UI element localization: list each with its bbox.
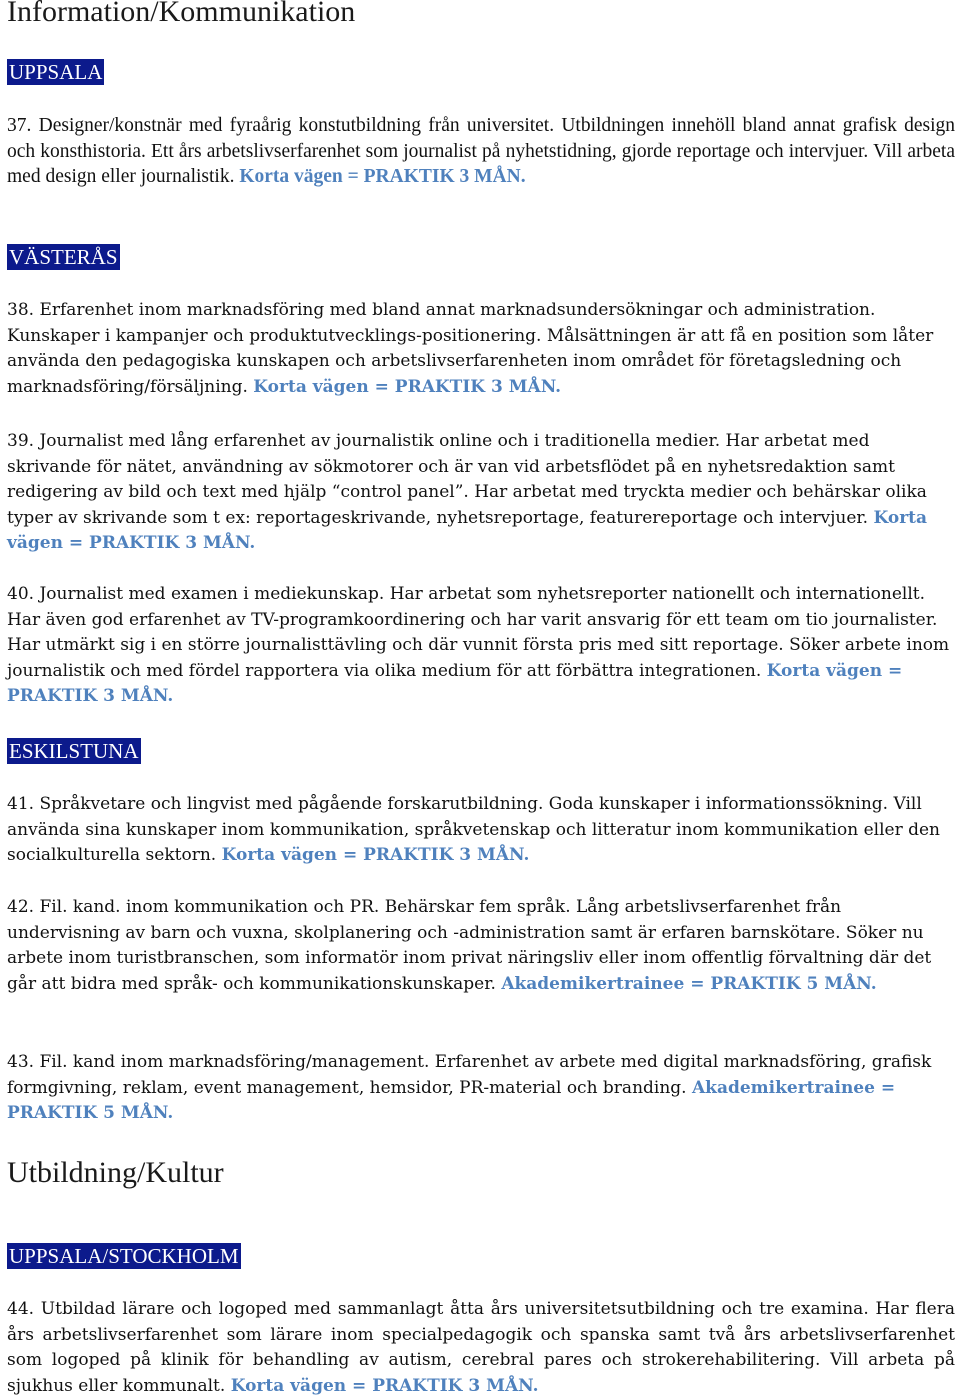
listing-entry — [7, 429, 955, 557]
entry-text: 42. Fil. kand. inom kommunikation och PR. Behärskar fem språk. Lång arbetslivserfarenhet från undervisning av barn och vuxna, skolplanering och -administration samt är erfaren barnskötare. Söker nu arbete inom turistbranschen, som informatör inom privat näringsliv eller inom offentlig förvaltning där det går att bidra med språk- och kommunikationskunskaper. — [7, 897, 932, 994]
entry-highlight: Korta vägen = PRAKTIK 3 MÅN. — [221, 845, 530, 865]
section-heading: Utbildning/Kultur — [7, 1156, 224, 1189]
entry-text: 43. Fil. kand inom marknadsföring/management. Erfarenhet av arbete med digital marknadsföring, grafisk formgivning, reklam, event management, hemsidor, PR-material och branding. — [7, 1052, 932, 1098]
listing-entry — [7, 582, 955, 710]
region-badge: UPPSALA/STOCKHOLM — [9, 1244, 239, 1268]
entry-text: 37. Designer/konstnär med fyraårig konstutbildning från universitet. Utbildningen innehöll bland annat grafisk design och konsthistoria. Ett års arbetslivserfarenhet som journalist på nyhetstidning, gjorde reportage och intervjuer. Vill arbeta med design eller journalistik. — [7, 115, 955, 187]
region-label — [7, 59, 955, 85]
region-badge: VÄSTERÅS — [9, 245, 118, 269]
section-heading: Information/Kommunikation — [7, 0, 356, 28]
region-label — [7, 244, 955, 270]
entry-text: 38. Erfarenhet inom marknadsföring med bland annat marknadsundersökningar och administration. Kunskaper i kampanjer och produktutvecklings-positionering. Målsättningen är att få en position som låter använda den pedagogiska kunskapen och arbetslivserfarenheten inom området för företagsledning och marknadsföring/försäljning. — [7, 300, 934, 397]
entry-highlight: Korta vägen = PRAKTIK 3 MÅN. — [253, 376, 562, 397]
listing-entry — [7, 298, 955, 400]
region-label — [7, 1243, 955, 1269]
region-badge: ESKILSTUNA — [9, 739, 139, 763]
entry-text: 39. Journalist med lång erfarenhet av journalistik online och i traditionella medier. Har arbetat med skrivande för nätet, användning av sökmotorer och är van vid arbetsflödet på en nyhetsredaktion samt redigering av bild och text med hjälp “control panel”. Har arbetat med tryckta medier och behärskar olika typer av skrivande som t ex: reportageskrivande, nyhetsreportage, featurereportage och intervjuer. — [7, 431, 927, 528]
listing-entry — [7, 113, 955, 190]
entry-highlight: Akademikertrainee = PRAKTIK 5 MÅN. — [501, 973, 877, 994]
listing-entry — [7, 1050, 955, 1127]
entry-highlight: Korta vägen = PRAKTIK 3 MÅN. — [230, 1375, 539, 1396]
entry-highlight: Korta vägen = PRAKTIK 3 MÅN. — [7, 507, 928, 553]
listing-entry — [7, 1297, 955, 1399]
entry-text: 44. Utbildad lärare och logoped med sammanlagt åtta års universitetsutbildning och tre examina. Har flera års arbetslivserfarenhet som lärare inom specialpedagogik och spanska samt två års arbetslivserfarenhet som logoped på klinik för behandling av autism, cerebral pares och strokerehabilitering. Vill arbeta på sjukhus eller kommunalt. — [7, 1299, 955, 1396]
entry-highlight: Korta vägen = PRAKTIK 3 MÅN. — [239, 166, 526, 187]
entry-highlight: Akademikertrainee = PRAKTIK 5 MÅN. — [7, 1077, 896, 1123]
entry-text: 41. Språkvetare och lingvist med pågående forskarutbildning. Goda kunskaper i informationssökning. Vill använda sina kunskaper inom kommunikation, språkvetenskap och litteratur inom kommunikation eller den socialkulturella sektorn. — [7, 794, 940, 865]
entry-text: 40. Journalist med examen i mediekunskap. Har arbetat som nyhetsreporter nationellt och internationellt. Har även god erfarenhet av TV-programkoordinering och har varit ansvarig för ett team om tio journalister. Har utmärkt sig i en större journalisttävling och där vunnit första pris med sitt reportage. Söker arbete inom journalistik och med fördel rapportera via olika medium för att förbättra integrationen. — [7, 584, 950, 681]
listing-entry — [7, 792, 955, 869]
listing-entry — [7, 895, 955, 997]
region-badge: UPPSALA — [9, 60, 103, 84]
entry-highlight: Korta vägen = PRAKTIK 3 MÅN. — [7, 660, 903, 706]
region-label — [7, 738, 955, 764]
